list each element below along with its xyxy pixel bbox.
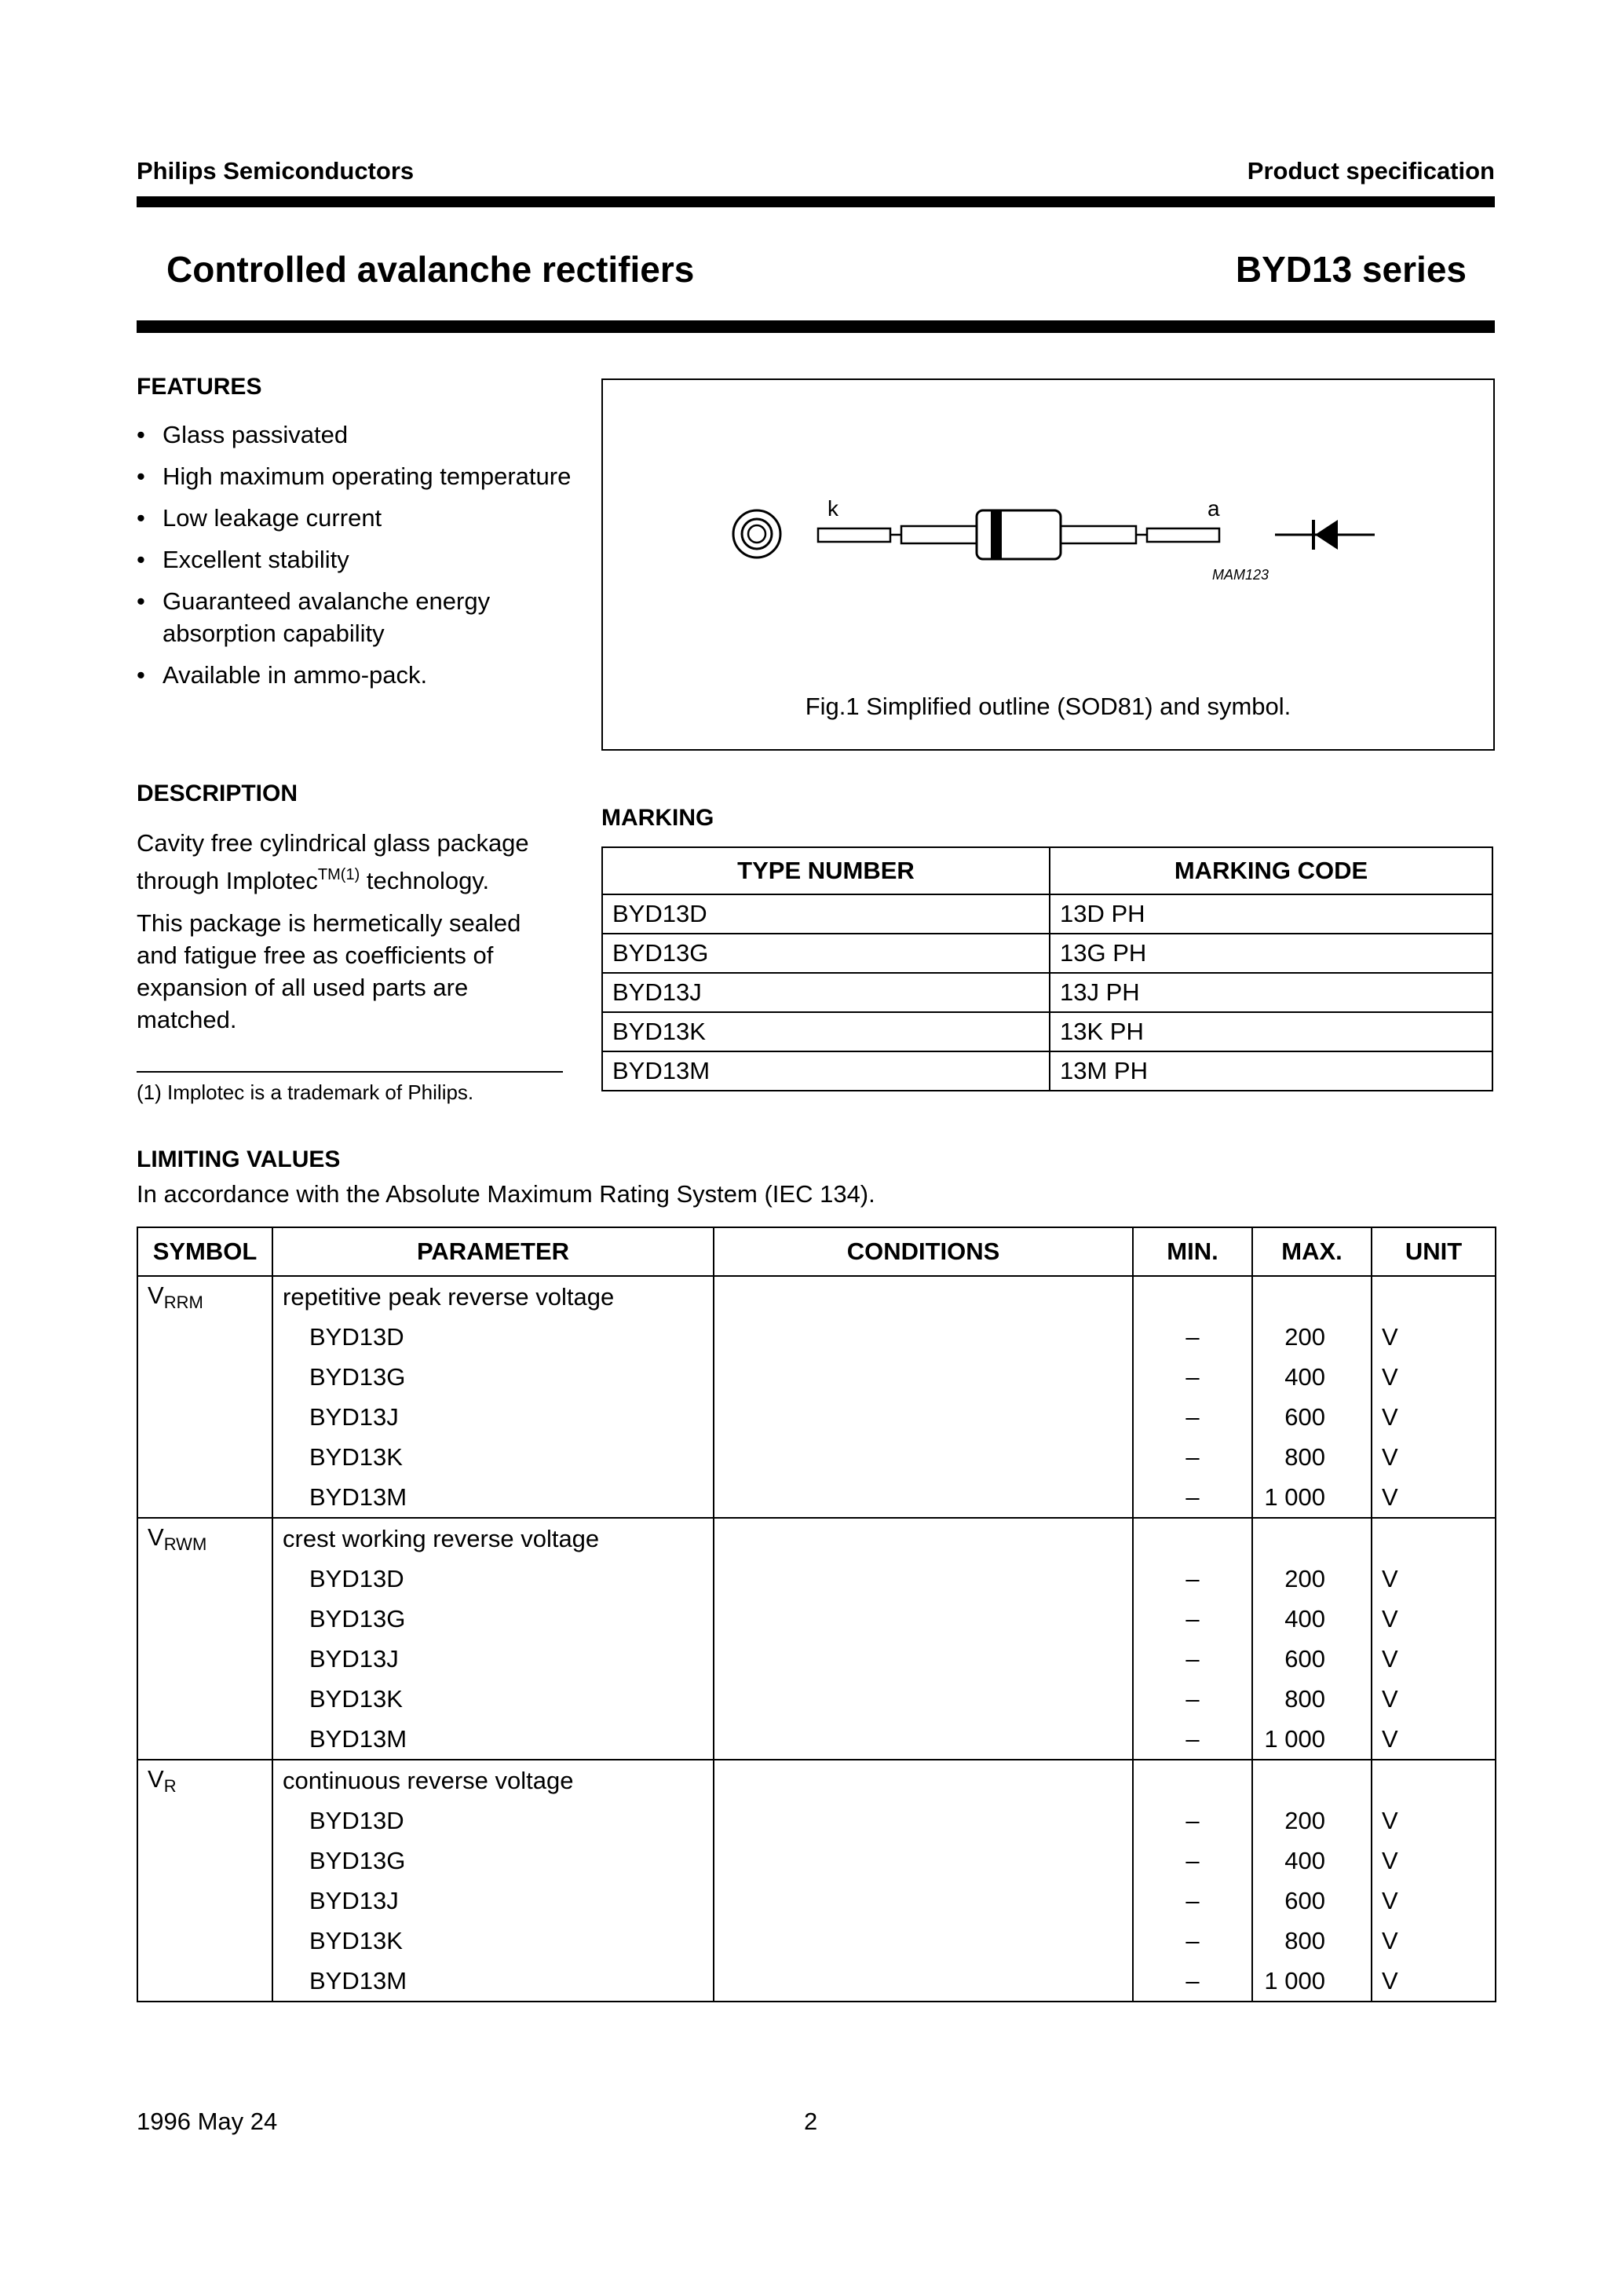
marking-table (601, 846, 1493, 1091)
device-cell: BYD13J (272, 1881, 714, 1921)
figure-box (601, 378, 1495, 751)
max-cell: 200 (1252, 1317, 1372, 1357)
max-cell: 200 (1252, 1801, 1372, 1841)
conditions-cell (714, 1921, 1133, 1961)
features-heading: FEATURES (137, 374, 262, 400)
conditions-cell (714, 1841, 1133, 1881)
device-row (137, 1317, 1496, 1357)
document-type: Product specification (1247, 157, 1495, 185)
device-cell: BYD13D (272, 1559, 714, 1599)
conditions-cell (714, 1679, 1133, 1719)
max-cell: 800 (1252, 1679, 1372, 1719)
device-row (137, 1881, 1496, 1921)
col-min: MIN. (1133, 1227, 1252, 1276)
device-cell: BYD13G (272, 1841, 714, 1881)
max-cell: 400 (1252, 1357, 1372, 1397)
empty-cell (137, 1599, 272, 1639)
trademark-superscript: TM(1) (317, 866, 360, 883)
conditions-cell (714, 1559, 1133, 1599)
feature-item (137, 659, 576, 691)
device-row (137, 1357, 1496, 1397)
col-symbol: SYMBOL (137, 1227, 272, 1276)
limiting-header-row (137, 1227, 1496, 1276)
max-cell: 800 (1252, 1921, 1372, 1961)
conditions-cell (714, 1317, 1133, 1357)
empty-cell (137, 1477, 272, 1518)
type-number-cell: BYD13D (602, 894, 1050, 934)
unit-cell: V (1372, 1599, 1496, 1639)
parameter-group-row (137, 1518, 1496, 1559)
col-max: MAX. (1252, 1227, 1372, 1276)
max-cell: 600 (1252, 1881, 1372, 1921)
unit-cell: V (1372, 1639, 1496, 1679)
device-row (137, 1801, 1496, 1841)
marking-col-type: TYPE NUMBER (602, 847, 1050, 894)
device-row (137, 1559, 1496, 1599)
empty-cell (714, 1760, 1133, 1801)
empty-cell (137, 1559, 272, 1599)
unit-cell: V (1372, 1719, 1496, 1760)
symbol-subscript: RRM (163, 1292, 203, 1312)
parameter-cell: repetitive peak reverse voltage (272, 1276, 714, 1317)
empty-cell (137, 1437, 272, 1477)
marking-code-cell: 13D PH (1050, 894, 1492, 934)
symbol-subscript: RWM (163, 1534, 207, 1554)
device-cell: BYD13G (272, 1599, 714, 1639)
header-rule (137, 196, 1495, 207)
empty-cell (1372, 1760, 1496, 1801)
device-row (137, 1679, 1496, 1719)
max-cell: 600 (1252, 1639, 1372, 1679)
feature-item (137, 502, 576, 534)
col-conditions: CONDITIONS (714, 1227, 1133, 1276)
device-cell: BYD13G (272, 1357, 714, 1397)
device-cell: BYD13D (272, 1317, 714, 1357)
min-cell: – (1133, 1921, 1252, 1961)
min-cell: – (1133, 1639, 1252, 1679)
page-title: Controlled avalanche rectifiers (166, 249, 695, 290)
feature-text: Guaranteed avalanche energy absorption capability (163, 587, 491, 647)
device-row (137, 1599, 1496, 1639)
marking-row (602, 1051, 1492, 1091)
min-cell: – (1133, 1559, 1252, 1599)
feature-item (137, 460, 576, 492)
empty-cell (714, 1276, 1133, 1317)
cathode-label: k (827, 496, 838, 521)
marking-code-cell: 13G PH (1050, 934, 1492, 973)
max-cell: 800 (1252, 1437, 1372, 1477)
type-number-cell: BYD13M (602, 1051, 1050, 1091)
device-row (137, 1477, 1496, 1518)
feature-item (137, 543, 576, 576)
device-row (137, 1961, 1496, 2002)
max-cell: 400 (1252, 1599, 1372, 1639)
symbol-cell (137, 1760, 272, 1801)
empty-cell (714, 1518, 1133, 1559)
description-paragraph-2: This package is hermetically sealed and fatigue free as coefficients of expansion of all used parts are matched. (137, 909, 521, 1033)
min-cell: – (1133, 1841, 1252, 1881)
max-cell: 600 (1252, 1397, 1372, 1437)
device-cell: BYD13K (272, 1679, 714, 1719)
limiting-heading: LIMITING VALUES (137, 1146, 341, 1172)
max-cell: 400 (1252, 1841, 1372, 1881)
limiting-intro: In accordance with the Absolute Maximum Rating System (IEC 134). (137, 1180, 875, 1208)
device-row (137, 1437, 1496, 1477)
anode-label: a (1207, 496, 1220, 521)
col-unit: UNIT (1372, 1227, 1496, 1276)
symbol-cell (137, 1276, 272, 1317)
conditions-cell (714, 1881, 1133, 1921)
empty-cell (1133, 1760, 1252, 1801)
min-cell: – (1133, 1357, 1252, 1397)
feature-text: Excellent stability (163, 546, 349, 573)
max-cell: 1 000 (1252, 1477, 1372, 1518)
parameter-cell: continuous reverse voltage (272, 1760, 714, 1801)
conditions-cell (714, 1961, 1133, 2002)
min-cell: – (1133, 1397, 1252, 1437)
bullet-icon: • (137, 462, 145, 490)
min-cell: – (1133, 1719, 1252, 1760)
device-row (137, 1841, 1496, 1881)
device-cell: BYD13J (272, 1397, 714, 1437)
unit-cell: V (1372, 1437, 1496, 1477)
marking-row (602, 1012, 1492, 1051)
marking-code-cell: 13K PH (1050, 1012, 1492, 1051)
unit-cell: V (1372, 1559, 1496, 1599)
empty-cell (137, 1881, 272, 1921)
feature-text: Glass passivated (163, 421, 349, 448)
max-cell: 200 (1252, 1559, 1372, 1599)
marking-row (602, 894, 1492, 934)
symbol-main: V (148, 1764, 164, 1793)
min-cell: – (1133, 1679, 1252, 1719)
bullet-icon: • (137, 421, 145, 448)
empty-cell (137, 1397, 272, 1437)
feature-text: Low leakage current (163, 504, 382, 532)
empty-cell (1372, 1518, 1496, 1559)
empty-cell (1133, 1518, 1252, 1559)
conditions-cell (714, 1599, 1133, 1639)
marking-row (602, 934, 1492, 973)
device-row (137, 1719, 1496, 1760)
unit-cell: V (1372, 1801, 1496, 1841)
device-cell: BYD13K (272, 1437, 714, 1477)
conditions-cell (714, 1437, 1133, 1477)
empty-cell (137, 1961, 272, 2002)
feature-item (137, 585, 576, 649)
device-row (137, 1397, 1496, 1437)
description-text-1a: Cavity free cylindrical glass package through Implotec (137, 829, 529, 894)
conditions-cell (714, 1477, 1133, 1518)
device-cell: BYD13D (272, 1801, 714, 1841)
empty-cell (1372, 1276, 1496, 1317)
col-parameter: PARAMETER (272, 1227, 714, 1276)
unit-cell: V (1372, 1357, 1496, 1397)
figure-reference: MAM123 (1212, 567, 1269, 583)
min-cell: – (1133, 1881, 1252, 1921)
unit-cell: V (1372, 1317, 1496, 1357)
device-row (137, 1639, 1496, 1679)
empty-cell (137, 1841, 272, 1881)
limiting-values-table (137, 1227, 1496, 2002)
bullet-icon: • (137, 587, 145, 615)
marking-code-cell: 13M PH (1050, 1051, 1492, 1091)
min-cell: – (1133, 1801, 1252, 1841)
footer-date: 1996 May 24 (137, 2108, 278, 2135)
unit-cell: V (1372, 1841, 1496, 1881)
conditions-cell (714, 1397, 1133, 1437)
device-cell: BYD13M (272, 1719, 714, 1760)
unit-cell: V (1372, 1881, 1496, 1921)
parameter-group-row (137, 1760, 1496, 1801)
feature-text: Available in ammo-pack. (163, 661, 428, 689)
marking-col-code: MARKING CODE (1050, 847, 1492, 894)
unit-cell: V (1372, 1477, 1496, 1518)
page-number: 2 (804, 2108, 818, 2135)
bullet-icon: • (137, 504, 145, 532)
bullet-icon: • (137, 546, 145, 573)
conditions-cell (714, 1357, 1133, 1397)
empty-cell (1133, 1276, 1252, 1317)
description-text-1b: technology. (360, 867, 490, 894)
conditions-cell (714, 1639, 1133, 1679)
empty-cell (137, 1719, 272, 1760)
min-cell: – (1133, 1477, 1252, 1518)
type-number-cell: BYD13J (602, 973, 1050, 1012)
description-paragraph-1 (137, 827, 576, 897)
series-title: BYD13 series (1235, 249, 1467, 290)
device-row (137, 1921, 1496, 1961)
marking-heading: MARKING (601, 805, 714, 831)
empty-cell (137, 1801, 272, 1841)
type-number-cell: BYD13K (602, 1012, 1050, 1051)
parameter-group-row (137, 1276, 1496, 1317)
feature-item (137, 419, 576, 451)
empty-cell (137, 1921, 272, 1961)
empty-cell (137, 1317, 272, 1357)
empty-cell (1252, 1518, 1372, 1559)
marking-header-row (602, 847, 1492, 894)
company-name: Philips Semiconductors (137, 157, 415, 185)
min-cell: – (1133, 1599, 1252, 1639)
features-list (137, 419, 576, 700)
description-heading: DESCRIPTION (137, 781, 298, 806)
empty-cell (137, 1357, 272, 1397)
unit-cell: V (1372, 1679, 1496, 1719)
device-cell: BYD13M (272, 1961, 714, 2002)
max-cell: 1 000 (1252, 1961, 1372, 2002)
symbol-subscript: R (163, 1775, 177, 1796)
footnote: (1) Implotec is a trademark of Philips. (137, 1080, 474, 1104)
title-rule (137, 320, 1495, 333)
empty-cell (1252, 1276, 1372, 1317)
figure-caption: Fig.1 Simplified outline (SOD81) and symbol. (805, 693, 1291, 720)
device-cell: BYD13J (272, 1639, 714, 1679)
unit-cell: V (1372, 1397, 1496, 1437)
feature-text: High maximum operating temperature (163, 462, 572, 490)
empty-cell (1252, 1760, 1372, 1801)
unit-cell: V (1372, 1961, 1496, 2002)
footnote-rule (137, 1071, 563, 1073)
min-cell: – (1133, 1961, 1252, 2002)
max-cell: 1 000 (1252, 1719, 1372, 1760)
conditions-cell (714, 1801, 1133, 1841)
conditions-cell (714, 1719, 1133, 1760)
parameter-cell: crest working reverse voltage (272, 1518, 714, 1559)
symbol-main: V (148, 1523, 164, 1551)
bullet-icon: • (137, 661, 145, 689)
marking-code-cell: 13J PH (1050, 973, 1492, 1012)
min-cell: – (1133, 1437, 1252, 1477)
unit-cell: V (1372, 1921, 1496, 1961)
empty-cell (137, 1639, 272, 1679)
symbol-cell (137, 1518, 272, 1559)
marking-row (602, 973, 1492, 1012)
device-cell: BYD13M (272, 1477, 714, 1518)
min-cell: – (1133, 1317, 1252, 1357)
symbol-main: V (148, 1281, 164, 1309)
device-cell: BYD13K (272, 1921, 714, 1961)
type-number-cell: BYD13G (602, 934, 1050, 973)
empty-cell (137, 1679, 272, 1719)
